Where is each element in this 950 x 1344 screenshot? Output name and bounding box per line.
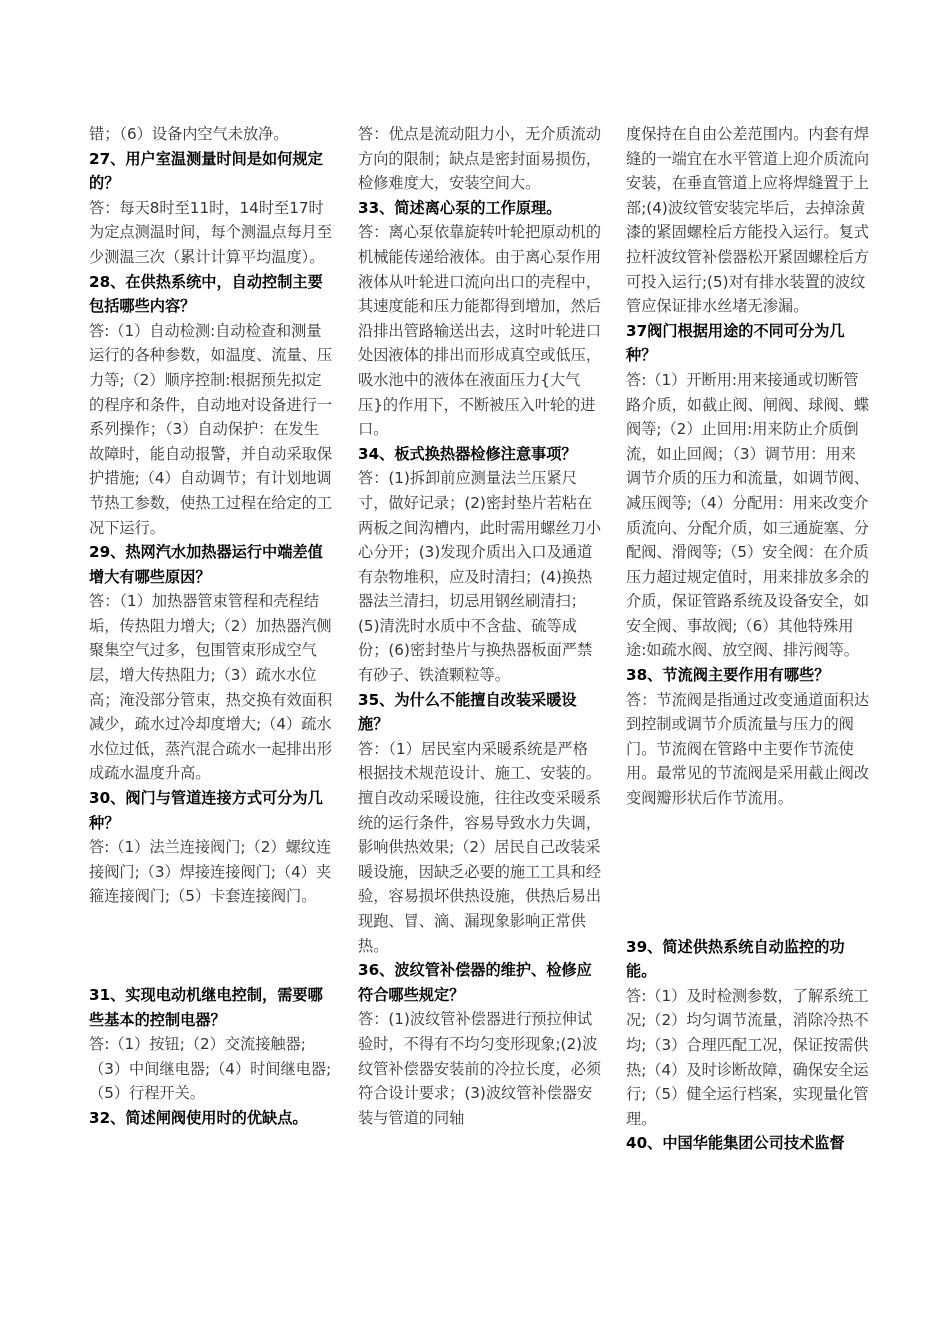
column-right <box>626 122 871 1156</box>
answer-text: 答:（1）及时检测参数，了解系统工况;（2）均匀调节流量，消除冷热不均;（3）合理匹配工况，保证按需供热;（4）及时诊断故障，确保安全运行;（5）健全运行档案，实现量化管理。 <box>626 986 869 1128</box>
column-left <box>89 122 334 1131</box>
question-heading: 29、热网汽水加热器运行中端差值增大有哪些原因？ <box>89 543 323 586</box>
answer-text: 答：(1)拆卸前应测量法兰压紧尺寸，做好记录；(2)密封垫片若粘在两板之间沟槽内，此时需用螺丝刀小心分开；(3)发现介质出入口及通道有杂物堆积，应及时清扫；(4)换热器法兰清扫，切忌用钢丝刷清扫；(5)清洗时水质中不含盐、硫等成份；(6)密封垫片与换热器板面严禁有砂子、铁渣颗粒等。 <box>358 469 601 685</box>
question-heading: 31、实现电动机继电控制，需要哪些基本的控制电器？ <box>89 986 323 1029</box>
answer-text: 答：每天8时至11时，14时至17时为定点测温时间，每个测温点每月至少测温三次（累计计算平均温度）。 <box>89 198 332 266</box>
question-heading: 33、简述离心泵的工作原理。 <box>358 198 562 217</box>
question-heading: 27、用户室温测量时间是如何规定的？ <box>89 149 323 193</box>
answer-text: 答：(1)波纹管补偿器进行预拉伸试验时，不得有不均匀变形现象;(2)波纹管补偿器安装前的冷拉长度，必须符合设计要求；(3)波纹管补偿器安装与管道的同轴 <box>358 1010 601 1127</box>
answer-text: 答：（1）加热器管束管程和壳程结垢，传热阻力增大;（2）加热器汽侧聚集空气过多，包围管束形成空气层，增大传热阻力;（3）疏水水位高；淹没部分管束，热交换有效面积减少，疏水过冷却度增大;（4）疏水水位过低，蒸汽混合疏水一起排出形成疏水温度升高。 <box>89 592 332 783</box>
question-heading: 35、为什么不能擅自改装采暖设施？ <box>358 690 577 734</box>
answer-text: 错；（6）设备内空气未放净。 <box>89 125 289 143</box>
question-heading: 32、简述闸阀使用时的优缺点。 <box>89 1108 308 1127</box>
blank-spacer <box>89 909 334 983</box>
column-middle <box>358 122 603 1130</box>
question-heading: 40、中国华能集团公司技术监督 <box>626 1134 845 1153</box>
question-heading: 39、简述供热系统自动监控的功能。 <box>626 937 845 981</box>
answer-text: 度保持在自由公差范围内。内套有焊缝的一端宜在水平管道上迎介质流向安装，在垂直管道上应将焊缝置于上部;(4)波纹管安装完毕后，去掉涂黄漆的紧固螺栓后方能投入运行。复式拉杆波纹管补偿器松开紧固螺栓后方可投入运行;(5)对有排水装置的波纹管应保证排水丝堵无渗漏。 <box>626 125 869 316</box>
answer-text: 答:（1）法兰连接阀门;（2）螺纹连接阀门;（3）焊接连接阀门;（4）夹箍连接阀门;（5）卡套连接阀门。 <box>89 838 332 906</box>
question-heading: 34、板式换热器检修注意事项？ <box>358 444 577 463</box>
question-heading: 28、在供热系统中，自动控制主要包括哪些内容？ <box>89 272 323 316</box>
answer-text: 答：离心泵依靠旋转叶轮把原动机的机械能传递给液体。由于离心泵作用液体从叶轮进口流向出口的壳程中，其速度能和压力能都得到增加，然后沿排出管路输送出去，这时叶轮进口处因液体的排出而形成真空或低压，吸水池中的液体在液面压力{大气压}的作用下，不断被压入叶轮的进口。 <box>358 223 601 439</box>
question-heading: 36、波纹管补偿器的维护、检修应符合哪些规定？ <box>358 961 592 1004</box>
question-heading: 37阀门根据用途的不同可分为几种？ <box>626 321 845 365</box>
answer-text: 答：节流阀是指通过改变通道面积达到控制或调节介质流量与压力的阀门。节流阀在管路中主要作节流使用。最常见的节流阀是采用截止阀改变阀瓣形状后作节流用。 <box>626 690 869 808</box>
answer-text: 答：优点是流动阻力小，无介质流动方向的限制；缺点是密封面易损伤，检修难度大，安装空间大。 <box>358 125 601 193</box>
question-heading: 38、节流阀主要作用有哪些？ <box>626 666 830 685</box>
question-heading: 30、阀门与管道连接方式可分为几种？ <box>89 789 323 832</box>
blank-spacer <box>626 811 871 935</box>
answer-text: 答:（1）按钮;（2）交流接触器;（3）中间继电器;（4）时间继电器;（5）行程开关。 <box>89 1035 332 1103</box>
answer-text: 答:（1）开断用:用来接通或切断管路介质，如截止阀、闸阀、球阀、蝶阀等;（2）止回用:用来防止介质倒流，如止回阀；（3）调节用：用来调节介质的压力和流量，如调节阀、减压阀等;（4）分配用：用来改变介质流向、分配介质，如三通旋塞、分配阀、滑阀等;（5）安全阀：在介质压力超过规定值时，用来排放多余的介质，保证管路系统及设备安全，如安全阀、事故阀;（6）其他特殊用途:如疏水阀、放空阀、排污阀等。 <box>626 370 869 660</box>
answer-text: 答:（1）自动检测:自动检查和测量运行的各种参数，如温度、流量、压力等;（2）顺序控制:根据预先拟定的程序和条件，自动地对设备进行一系列操作；（3）自动保护：在发生故障时，能自动报警，并自动采取保护措施;（4）自动调节；有计划地调节热工参数，使热工过程在给定的工况下运行。 <box>89 321 332 537</box>
answer-text: 答：（1）居民室内采暖系统是严格根据技术规范设计、施工、安装的。擅自改动采暖设施，往往改变采暖系统的运行条件，容易导致水力失调，影响供热效果;（2）居民自己改装采暖设施，因缺乏必要的施工工具和经验，容易损坏供热设施，供热后易出现跑、冒、滴、漏现象影响正常供热。 <box>358 739 601 955</box>
